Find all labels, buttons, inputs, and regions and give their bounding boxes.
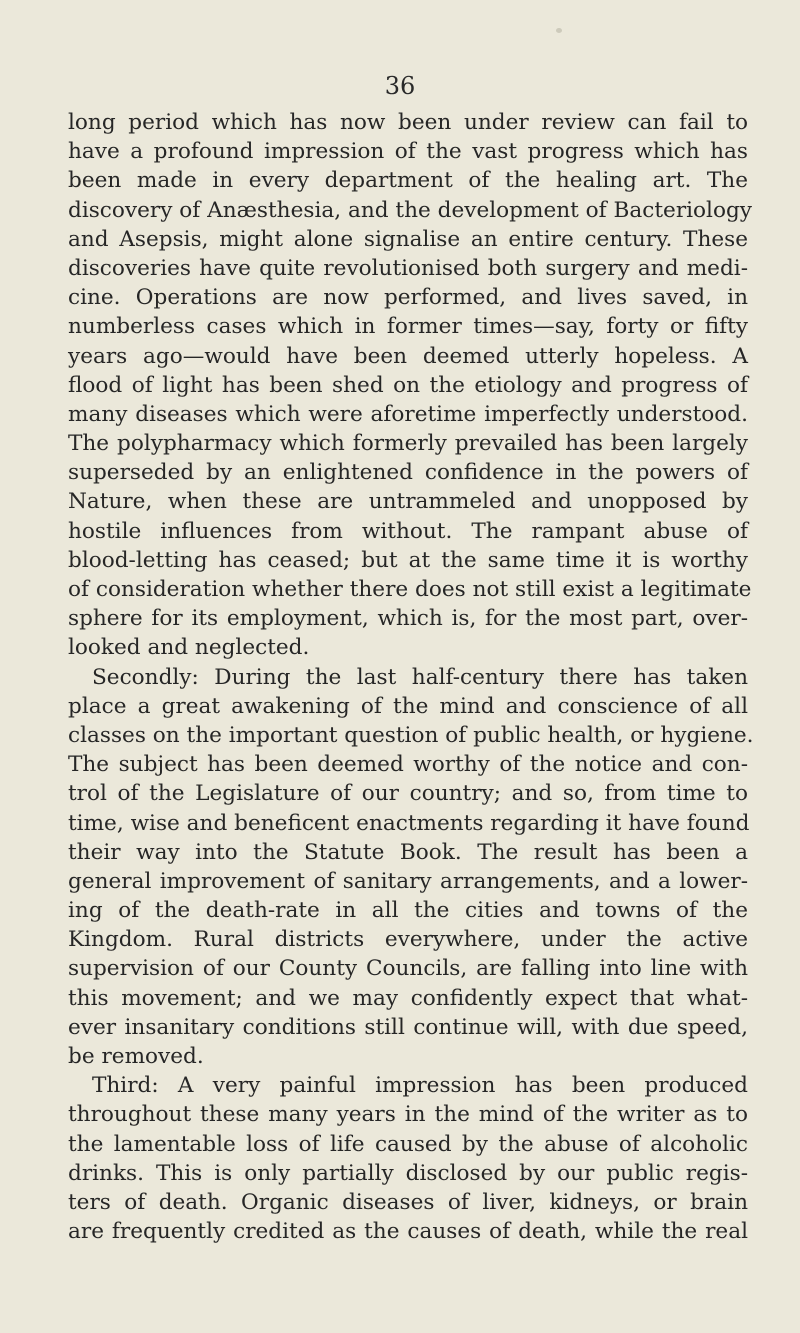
text-line: The subject has been deemed worthy of the notice and con- — [68, 752, 748, 778]
text-line: time, wise and beneficent enactments regarding it have found — [68, 810, 750, 836]
text-line: be removed. — [68, 1044, 204, 1069]
text-line: are frequently credited as the causes of death, while the real — [68, 1219, 748, 1245]
text-line: Third: A very painful impression has been produced — [92, 1073, 748, 1099]
body-text — [68, 108, 754, 1246]
ink-smudge — [556, 28, 562, 33]
text-line: trol of the Legislature of our country; and so, from time to — [68, 781, 748, 807]
page-number: 36 — [384, 72, 416, 100]
text-line: superseded by an enlightened confidence in the powers of — [68, 460, 748, 486]
text-line: their way into the Statute Book. The result has been a — [68, 839, 748, 865]
text-line: of consideration whether there does not still exist a legitimate — [68, 577, 752, 602]
text-line: discovery of Anæsthesia, and the development of Bacteriology — [68, 197, 752, 223]
text-line: ing of the death-rate in all the cities and towns of the — [68, 898, 748, 924]
text-line: classes on the important question of public health, or hygiene. — [68, 722, 754, 748]
text-line: Kingdom. Rural districts everywhere, under the active — [68, 927, 748, 953]
text-line: The polypharmacy which formerly prevailed has been largely — [68, 431, 748, 457]
text-line: this movement; and we may confidently expect that what- — [68, 985, 748, 1011]
text-line: supervision of our County Councils, are falling into line with — [68, 956, 748, 982]
text-line: flood of light has been shed on the etiology and progress of — [68, 372, 748, 398]
text-line: discoveries have quite revolutionised both surgery and medi- — [68, 255, 748, 281]
text-line: long period which has now been under review can fail to — [68, 110, 748, 135]
text-line: looked and neglected. — [68, 635, 310, 661]
text-line: years ago—would have been deemed utterly hopeless. A — [68, 343, 748, 369]
text-line: ever insanitary conditions still continue will, with due speed, — [68, 1014, 748, 1040]
text-line: have a profound impression of the vast progress which has — [68, 139, 748, 165]
text-line: cine. Operations are now performed, and lives saved, in — [68, 285, 748, 311]
text-line: numberless cases which in former times—say, forty or fifty — [68, 314, 748, 340]
text-line: throughout these many years in the mind of the writer as to — [68, 1102, 748, 1128]
text-line: the lamentable loss of life caused by the abuse of alcoholic — [68, 1131, 748, 1157]
text-line: Nature, when these are untrammeled and unopposed by — [68, 489, 748, 515]
text-line: Secondly: During the last half-century there has taken — [92, 664, 748, 690]
text-line: been made in every department of the healing art. The — [68, 168, 748, 194]
text-line: hostile influences from without. The rampant abuse of — [68, 518, 748, 544]
text-line: drinks. This is only partially disclosed by our public regis- — [68, 1160, 748, 1186]
text-line: blood-letting has ceased; but at the same time it is worthy — [68, 547, 748, 573]
text-line: ters of death. Organic diseases of liver, kidneys, or brain — [68, 1189, 748, 1215]
text-line: sphere for its employment, which is, for the most part, over- — [68, 606, 748, 632]
text-line: place a great awakening of the mind and conscience of all — [68, 693, 748, 719]
text-line: general improvement of sanitary arrangements, and a lower- — [68, 868, 748, 894]
text-line: many diseases which were aforetime imperfectly understood. — [68, 401, 748, 427]
text-line: and Asepsis, might alone signalise an entire century. These — [68, 226, 748, 252]
